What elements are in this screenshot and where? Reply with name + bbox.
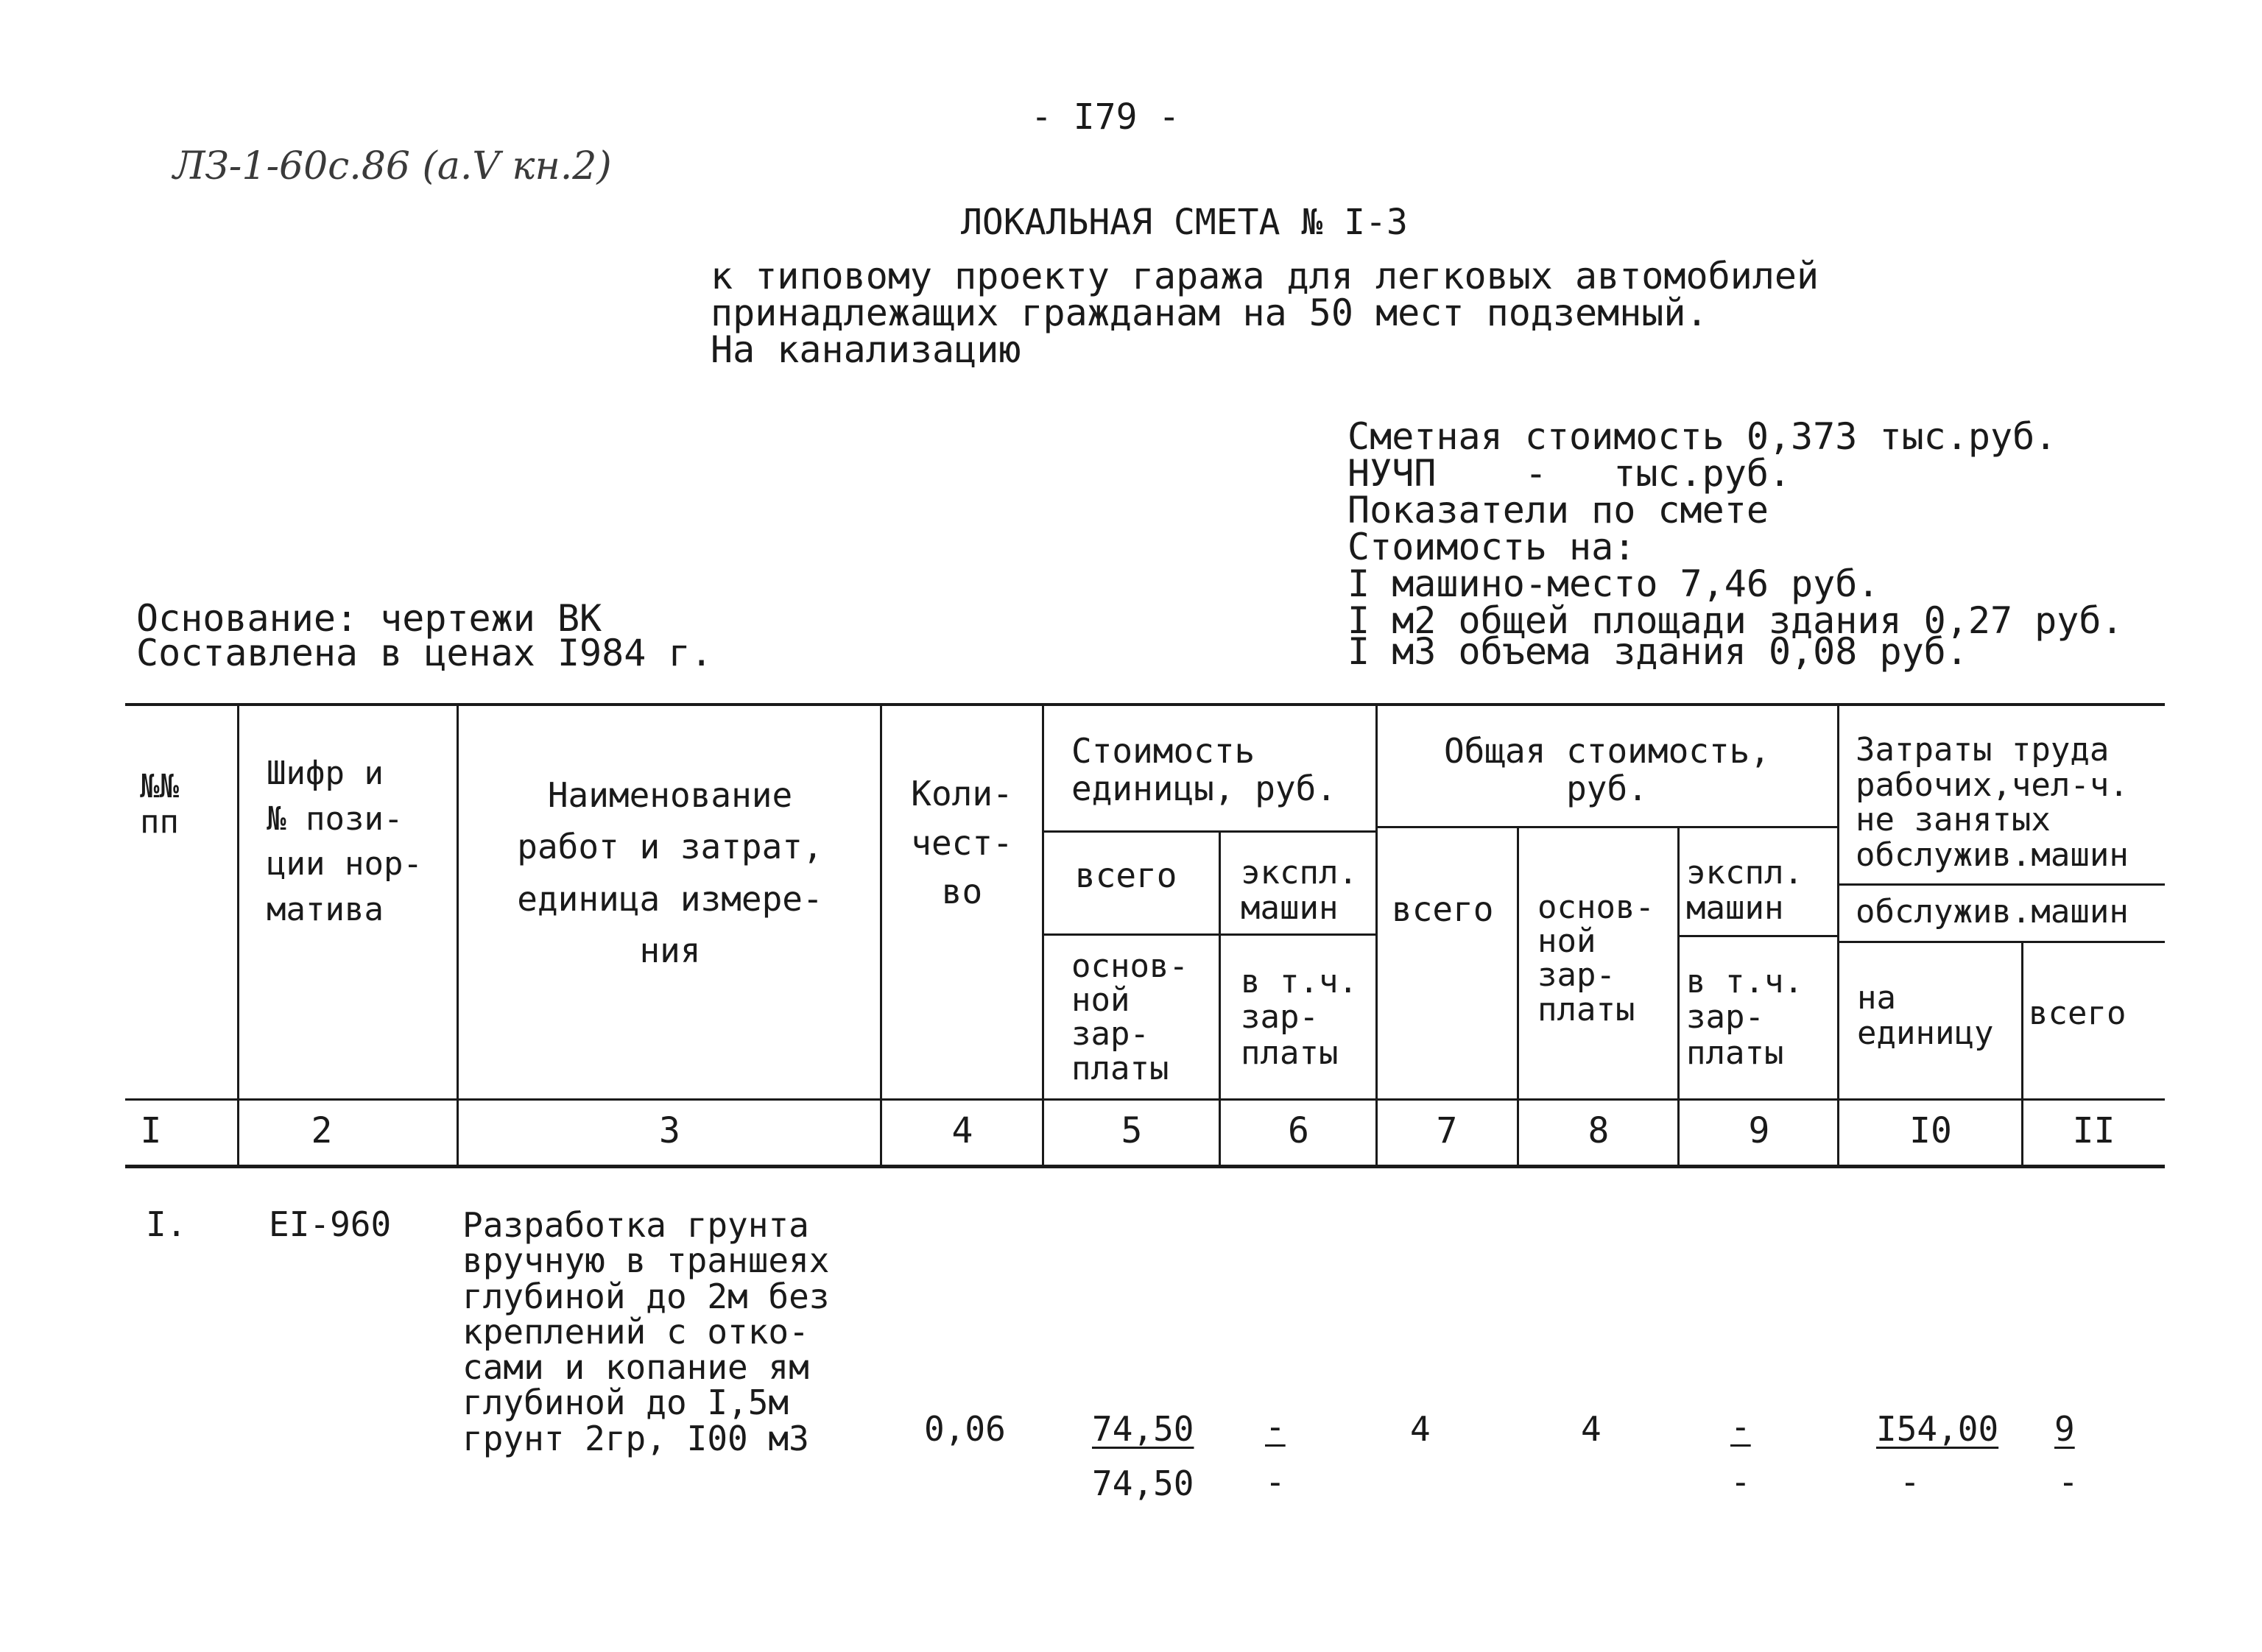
summary-per-parking-place: I машино-место 7,46 руб. bbox=[1347, 562, 1880, 605]
header-quantity: Коли- чест- во bbox=[911, 774, 1013, 912]
column-number: 5 bbox=[1121, 1110, 1143, 1151]
header-unit-incl-wages: в т.ч. зар- платы bbox=[1241, 963, 1358, 1072]
summary-indicators: Показатели по смете bbox=[1347, 489, 1769, 532]
header-work-name: Наименование работ и затрат, единица измере- ния bbox=[517, 775, 823, 971]
header-unit-cost: Стоимость единицы, руб. bbox=[1071, 731, 1337, 808]
document-title: ЛОКАЛЬНАЯ СМЕТА № I-3 bbox=[961, 202, 1408, 243]
header-labor-total: всего bbox=[2029, 995, 2127, 1032]
header-total-incl-wages: в т.ч. зар- платы bbox=[1686, 963, 1803, 1072]
row-labor-per-unit: I54,00 bbox=[1876, 1409, 1999, 1449]
summary-cost-for: Стоимость на: bbox=[1347, 526, 1636, 568]
column-number: I0 bbox=[1909, 1110, 1952, 1151]
column-number: 8 bbox=[1588, 1110, 1610, 1151]
header-labor-sub: обслужив.машин bbox=[1856, 893, 2129, 931]
summary-estimated-cost: Сметная стоимость 0,373 тыс.руб. bbox=[1347, 415, 2057, 458]
row-number: I. bbox=[146, 1204, 187, 1244]
row-total-all: 4 bbox=[1410, 1409, 1431, 1449]
header-unit-machines: экспл. машин bbox=[1241, 854, 1358, 928]
row-total-machines: - bbox=[1730, 1407, 1751, 1447]
column-number: 2 bbox=[311, 1110, 333, 1151]
row-labor-total: 9 bbox=[2054, 1409, 2075, 1449]
column-number: 6 bbox=[1288, 1110, 1309, 1151]
header-total-wages: основ- ной зар- платы bbox=[1537, 889, 1655, 1028]
subtitle-line-2: принадлежащих гражданам на 50 мест подземный. bbox=[711, 292, 1708, 334]
row-work-name: Разработка грунта вручную в траншеях глубиной до 2м без креплений с отко- сами и копание ям глубиной до I,5м грунт 2гр, I00 м3 bbox=[462, 1205, 830, 1458]
column-number: 3 bbox=[659, 1110, 680, 1151]
header-code: Шифр и № пози- ции нор- матива bbox=[267, 755, 423, 928]
column-number: I bbox=[140, 1110, 162, 1151]
header-number: №№ пп bbox=[140, 768, 179, 841]
row-unit-incl-wages: - bbox=[1265, 1462, 1286, 1502]
summary-nuchp: НУЧП - тыс.руб. bbox=[1347, 452, 1791, 495]
row-quantity: 0,06 bbox=[924, 1409, 1006, 1449]
row-unit-total: 74,50 bbox=[1092, 1409, 1194, 1449]
row-labor-per-unit-sub: - bbox=[1900, 1462, 1920, 1502]
header-total-machines: экспл. машин bbox=[1686, 854, 1803, 928]
summary-per-m2: I м2 общей площади здания 0,27 руб. bbox=[1347, 599, 2124, 642]
basis-drawings: Основание: чертежи ВК bbox=[136, 597, 602, 640]
handwritten-code: ЛЗ-1-60с.86 (а.V кн.2) bbox=[173, 144, 612, 188]
basis-prices: Составлена в ценах I984 г. bbox=[136, 632, 713, 674]
column-number: 4 bbox=[951, 1110, 973, 1151]
header-total-all: всего bbox=[1392, 889, 1494, 929]
row-total-wages: 4 bbox=[1581, 1409, 1602, 1449]
header-labor-per-unit: на единицу bbox=[1857, 979, 1994, 1053]
page-number: - I79 - bbox=[1031, 96, 1180, 138]
row-labor-total-sub: - bbox=[2058, 1462, 2079, 1502]
row-unit-wages: 74,50 bbox=[1092, 1464, 1194, 1503]
row-total-incl-wages: - bbox=[1730, 1462, 1751, 1502]
column-number: 9 bbox=[1748, 1110, 1770, 1151]
header-labor: Затраты труда рабочих,чел-ч. не занятых обслужив.машин bbox=[1856, 731, 2129, 874]
subtitle-line-3: На канализацию bbox=[711, 328, 1021, 371]
header-unit-wages: основ- ной зар- платы bbox=[1071, 947, 1188, 1087]
summary-per-m3: I м3 объема здания 0,08 руб. bbox=[1347, 630, 1968, 673]
subtitle-line-1: к типовому проекту гаража для легковых автомобилей bbox=[711, 255, 1819, 297]
row-unit-machines: - bbox=[1265, 1407, 1286, 1447]
header-total-cost: Общая стоимость, руб. bbox=[1443, 731, 1771, 808]
row-code: EI-960 bbox=[269, 1204, 392, 1244]
column-number: II bbox=[2072, 1110, 2115, 1151]
header-unit-total: всего bbox=[1075, 855, 1177, 895]
column-number: 7 bbox=[1436, 1110, 1458, 1151]
